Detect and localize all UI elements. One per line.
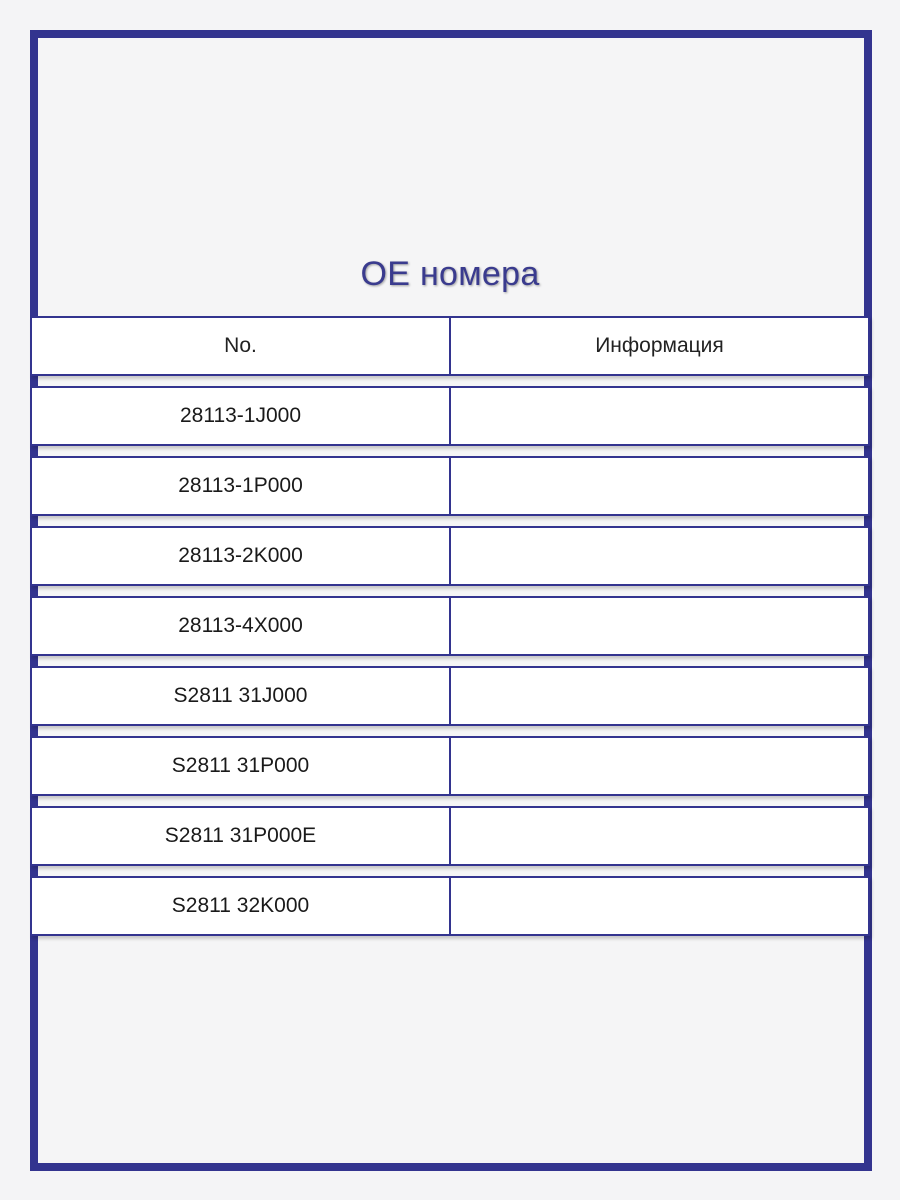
info-cell [451,668,868,724]
info-cell [451,878,868,934]
page-title: OE номера [360,255,540,293]
info-cell [451,388,868,444]
info-cell [451,458,868,514]
column-header-no: No. [32,318,451,374]
table-row [30,386,870,446]
table-row [30,456,870,516]
info-cell [451,528,868,584]
table-row [30,806,870,866]
column-header-info: Информация [595,334,724,357]
oe-number-cell: 28113-1J000 [32,388,451,444]
oe-number-cell: S2811 31P000 [32,738,451,794]
oe-number-cell: S2811 31P000E [32,808,451,864]
table-header-row [30,316,870,376]
oe-number-cell: 28113-4X000 [32,598,451,654]
table-row [30,736,870,796]
oe-number-cell: S2811 31J000 [32,668,451,724]
oe-number-cell: 28113-1P000 [32,458,451,514]
info-cell [451,738,868,794]
table-row [30,596,870,656]
oe-number-cell: 28113-2K000 [32,528,451,584]
table-row [30,876,870,936]
info-cell [451,808,868,864]
table-row [30,666,870,726]
oe-number-cell: S2811 32K000 [32,878,451,934]
info-cell [451,598,868,654]
table-row [30,526,870,586]
